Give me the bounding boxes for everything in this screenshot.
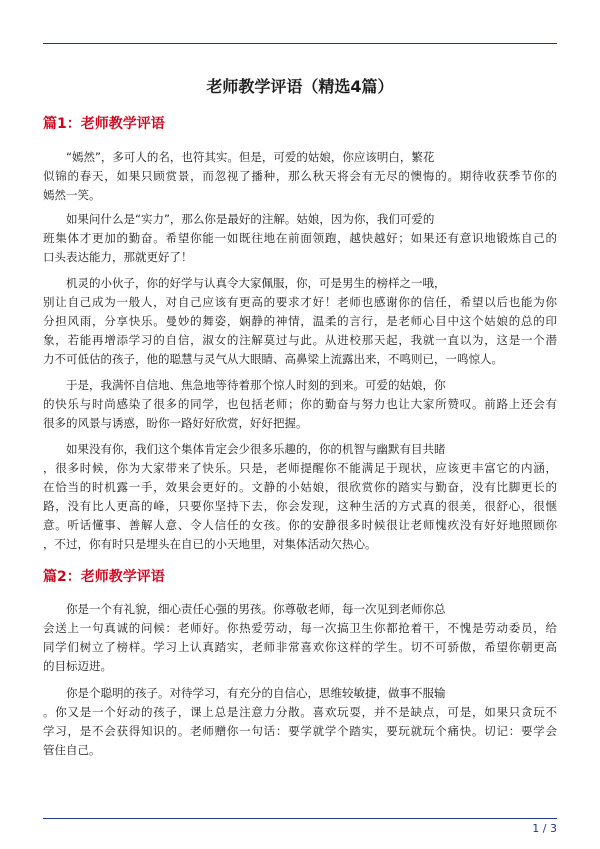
paragraph [43, 600, 557, 676]
paragraph-line: 的目标迈进。 [43, 659, 112, 673]
paragraph [43, 376, 557, 433]
paragraph-line: 班集体才更加的勤奋。希望你能一如既往地在前面领跑，越快越好；如果还有意识地锻炼自己的 [43, 231, 557, 245]
section-heading-2: 篇2：老师教学评语 [43, 569, 165, 585]
paragraph-line: 嫣然一笑。 [43, 188, 101, 202]
paragraph-line: “嫣然”，多可人的名，也符其实。但是，可爱的姑娘，你应该明白，繁花 [66, 150, 435, 164]
paragraph-line: 分担风雨，分享快乐。曼妙的舞姿，娴静的神情，温柔的言行，是老师心目中这个姑娘的总的印 [43, 314, 557, 328]
paragraph-line: 在恰当的时机露一手，效果会更好的。文静的小姑娘，很欣赏你的踏实与勤奋，没有比脚更长的 [43, 480, 557, 494]
paragraph-line: 你是个聪明的孩子。对待学习，有充分的自信心，思维较敏捷，做事不服输 [66, 686, 446, 700]
paragraph-line: 于是，我满怀自信地、焦急地等待着那个惊人时刻的到来。可爱的姑娘，你 [66, 378, 446, 392]
paragraph-line: 力不可低估的孩子，他的聪慧与灵气从大眼睛、高鼻梁上流露出来，不鸣则已，一鸣惊人。 [43, 352, 503, 366]
paragraph-line: 如果问什么是“实力”，那么你是最好的注解。姑娘，因为你，我们可爱的 [66, 212, 435, 226]
paragraph-line: 似锦的春天，如果只顾赏景，而忽视了播种，那么秋天将会有无尽的懊悔的。期待收获季节你的 [43, 169, 557, 183]
paragraph-line: 路，没有比人更高的峰，只要你坚持下去，你会发现，这种生活的方式真的很美，很舒心，很惬 [43, 499, 557, 513]
paragraph-line: 会送上一句真诚的问候：老师好。你热爱劳动，每一次搞卫生你都抢着干，不愧是劳动委员，给 [43, 621, 557, 635]
paragraph-line: 你是一个有礼貌，细心责任心强的男孩。你尊敬老师，每一次见到老师你总 [66, 602, 446, 616]
paragraph [43, 274, 557, 369]
paragraph-line: 机灵的小伙子，你的好学与认真令大家佩服，你，可是男生的榜样之一哦， [66, 276, 446, 290]
paragraph-line: 口头表达能力，那就更好了！ [43, 250, 193, 264]
paragraph-line: 学习，是不会获得知识的。老师赠你一句话：要学就学个踏实，要玩就玩个痛快。切记：要学会 [43, 724, 557, 738]
paragraph-line: ，不过，你有时只是埋头在自已的小天地里，对集体活动欠热心。 [43, 537, 377, 551]
paragraph-line: 意。听话懂事、善解人意、令人信任的女孩。你的安静很多时候很让老师愧疚没有好好地照顾你 [43, 518, 557, 532]
paragraph [43, 148, 557, 205]
bottom-rule [43, 818, 557, 819]
paragraph-line: 象，若能再增添学习的自信，淑女的注解莫过与此。从进校那天起，我就一直以为，这是一个潜 [43, 333, 557, 347]
top-rule [43, 43, 557, 44]
paragraph-line: 别让自己成为一般人，对自己应该有更高的要求才好！老师也感谢你的信任，希望以后也能为你 [43, 295, 557, 309]
paragraph-line: ，很多时候，你为大家带来了快乐。只是，老师提醒你不能满足于现状，应该更丰富它的内涵， [43, 461, 557, 475]
paragraph-line: 管住自己。 [43, 743, 101, 757]
paragraph [43, 440, 557, 554]
paragraph-line: 很多的风景与诱惑，盼你一路好好欣赏，好好把握。 [43, 416, 308, 430]
section-heading-1: 篇1：老师教学评语 [43, 116, 165, 132]
paragraph-line: 的快乐与时尚感染了很多的同学，也包括老师；你的勤奋与努力也让大家所赞叹。前路上还会有 [43, 397, 557, 411]
paragraph-line: 。你又是一个好动的孩子，课上总是注意力分散。喜欢玩耍，并不是缺点，可是，如果只贪玩不 [43, 705, 557, 719]
paragraph [43, 684, 557, 760]
paragraph-line: 同学们树立了榜样。学习上认真踏实，老师非常喜欢你这样的学生。切不可骄傲，希望你朝更高 [43, 640, 557, 654]
document-title: 老师教学评语（精选4篇） [206, 77, 394, 96]
paragraph-line: 如果没有你，我们这个集体肯定会少很多乐趣的，你的机智与幽默有目共睹 [66, 442, 446, 456]
paragraph [43, 210, 557, 267]
page-number: 1 / 3 [532, 822, 557, 835]
